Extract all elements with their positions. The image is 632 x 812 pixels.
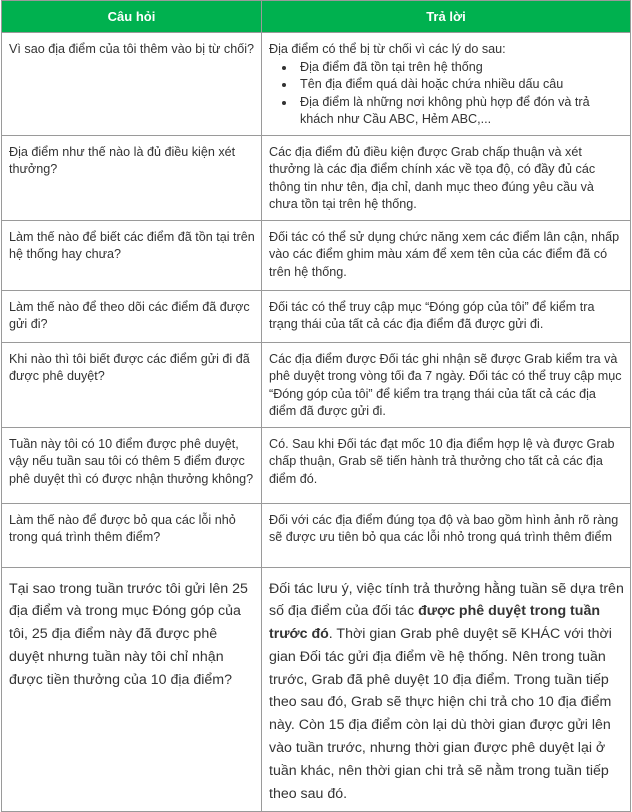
answer-cell: Đối tác có thể truy cập mục “Đóng góp của tôi” để kiểm tra trạng thái của tất cả các địa điểm đã được gửi đi. [262,290,631,342]
question-cell: Làm thế nào để được bỏ qua các lỗi nhỏ trong quá trình thêm điểm? [2,503,262,567]
answer-text: Đối tác lưu ý, việc tính trả thưởng hằng tuần sẽ dựa trên số địa điểm của đối tác [269,580,624,620]
list-item: • Tên địa điểm quá dài hoặc chứa nhiều dấu câu [296,76,624,94]
list-item: • Địa điểm là những nơi không phù hợp để đón và trả khách như Cầu ABC, Hẻm ABC,... [296,94,624,129]
question-cell: Địa điểm như thế nào là đủ điều kiện xét thưởng? [2,135,262,220]
answer-cell [262,567,631,812]
table-row [2,503,631,567]
answer-cell: Các địa điểm được Đối tác ghi nhận sẽ được Grab kiểm tra và phê duyệt trong vòng tối đa 7 ngày. Đối tác có thể truy cập mục “Đóng góp của tôi” để kiểm tra trạng thái của tất cả các địa điểm đã được gửi đi. [262,342,631,427]
list-item: • Địa điểm đã tồn tại trên hệ thống [296,59,624,77]
question-cell: Tại sao trong tuần trước tôi gửi lên 25 địa điểm và trong mục Đóng góp của tôi, 25 địa điểm này đã được phê duyệt nhưng tuần này tôi chỉ nhận được tiền thưởng của 10 địa điểm? [2,567,262,812]
table-row [2,567,631,812]
question-cell: Khi nào thì tôi biết được các điểm gửi đi đã được phê duyệt? [2,342,262,427]
table-row [2,342,631,427]
answer-cell: Các địa điểm đủ điều kiện được Grab chấp thuận và xét thưởng là các địa điểm chính xác về tọa độ, có đầy đủ các thông tin như tên, địa chỉ, danh mục theo đúng yêu cầu và chưa tồn tại trên hệ thống. [262,135,631,220]
answer-text: . Thời gian Grab phê duyệt sẽ KHÁC với thời gian Đối tác gửi địa điểm về hệ thống. Nên trong tuần trước, Grab đã phê duyệt 10 địa điểm. Trong tuần tiếp theo sau đó, Grab sẽ thực hiện chi trả cho 10 địa điểm này. Còn 15 địa điểm còn lại dù thời gian được gửi lên vào tuần trước, nhưng thời gian được phê duyệt lại ở tuần khác, nên thời gian chi trả sẽ nằm trong tuần tiếp theo sau đó. [269,626,612,802]
question-column-header: Câu hỏi [2,1,262,33]
table-row [2,220,631,290]
reason-list [269,59,624,129]
header-row [2,1,631,33]
table-row [2,290,631,342]
answer-emphasis: được phê duyệt trong tuần trước đó [269,603,600,643]
question-cell: Vì sao địa điểm của tôi thêm vào bị từ chối? [2,33,262,136]
faq-table [1,0,631,812]
answer-cell: Đối tác có thể sử dụng chức năng xem các điểm lân cận, nhấp vào các điểm ghim màu xám để xem tên của các điểm đã có trên hệ thống. [262,220,631,290]
question-cell: Làm thế nào để theo dõi các điểm đã được gửi đi? [2,290,262,342]
question-cell: Làm thế nào để biết các điểm đã tồn tại trên hệ thống hay chưa? [2,220,262,290]
answer-intro: Địa điểm có thể bị từ chối vì các lý do sau: [269,42,506,56]
table-row [2,427,631,503]
answer-cell [262,33,631,136]
answer-cell: Có. Sau khi Đối tác đạt mốc 10 địa điểm hợp lệ và được Grab chấp thuận, Grab sẽ tiến hành trả thưởng cho tất cả các địa điểm đó. [262,427,631,503]
answer-column-header: Trả lời [262,1,631,33]
answer-cell: Đối với các địa điểm đúng tọa độ và bao gồm hình ảnh rõ ràng sẽ được ưu tiên bỏ qua các lỗi nhỏ trong quá trình thêm điểm [262,503,631,567]
question-cell: Tuần này tôi có 10 điểm được phê duyệt, vậy nếu tuần sau tôi có thêm 5 điểm được phê duyệt thì có được nhận thưởng không? [2,427,262,503]
table-row [2,33,631,136]
table-row [2,135,631,220]
